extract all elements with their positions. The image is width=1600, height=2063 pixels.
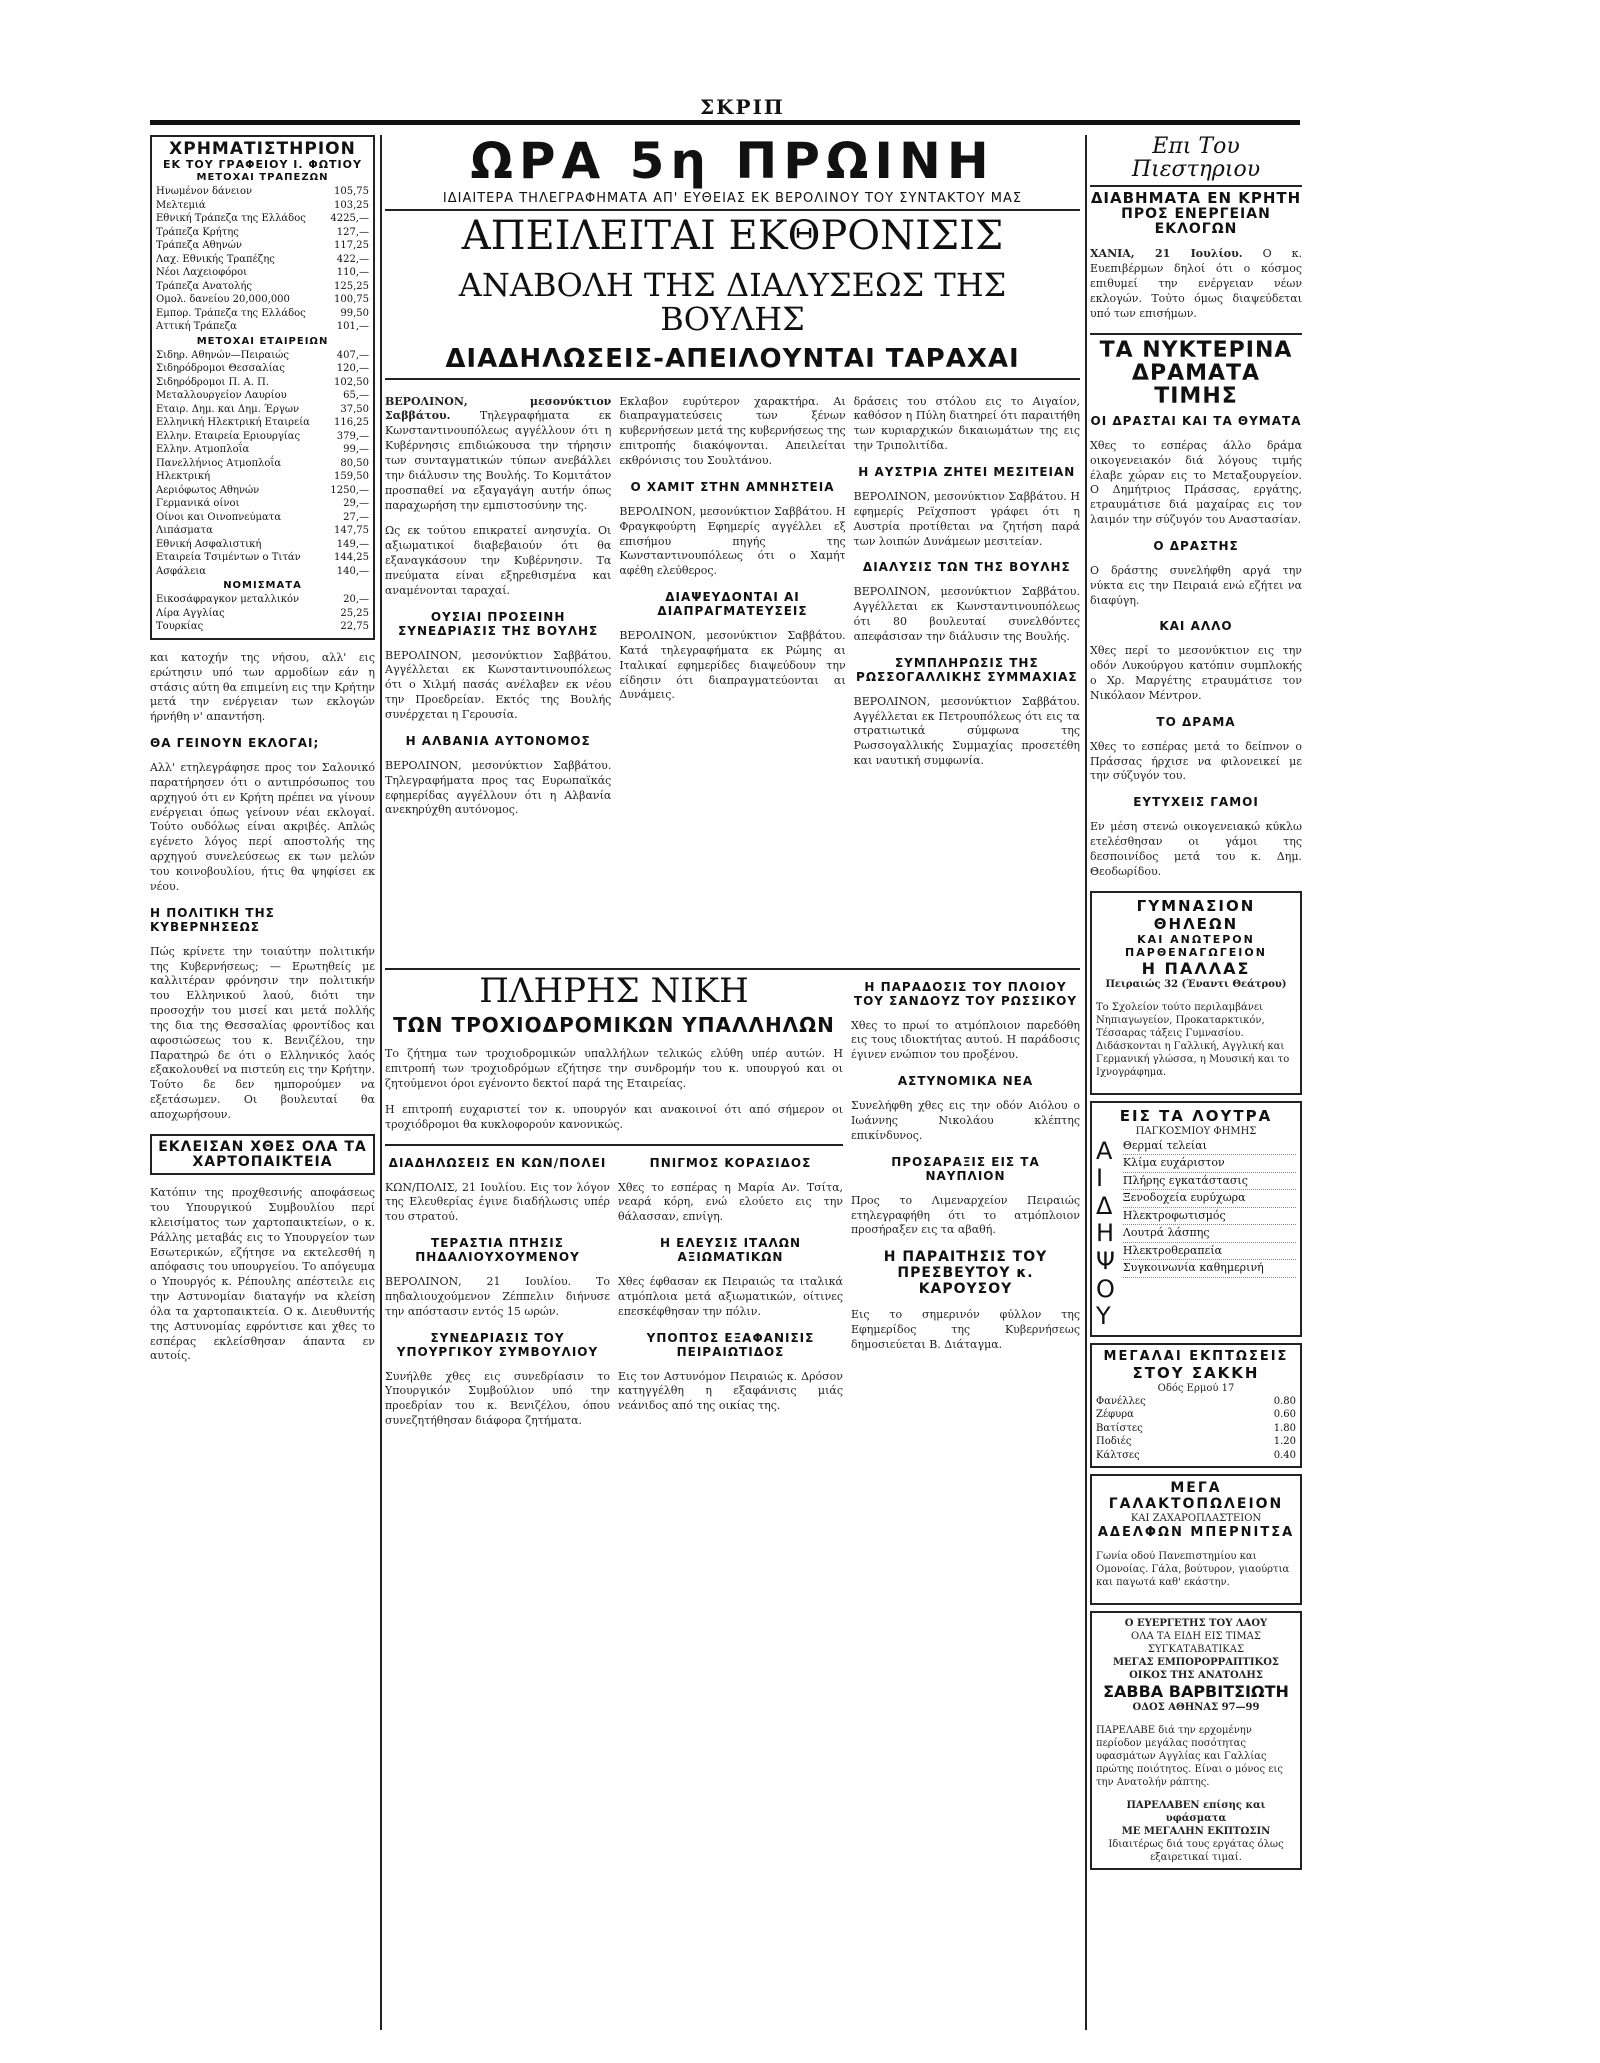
- bourse-company-rows: [156, 349, 369, 579]
- bourse-row-label: Τράπεζα Ανατολής: [156, 280, 252, 292]
- article-heading: ΔΙΑΛΥΣΙΣ ΤΩΝ ΤΗΣ ΒΟΥΛΗΣ: [862, 560, 1071, 575]
- bourse-row: [156, 212, 369, 226]
- tailor-ad-name: ΣΑΒΒΑ ΒΑΡΒΙΤΣΙΩΤΗ: [1103, 1682, 1289, 1702]
- center-column: [385, 135, 1080, 2030]
- article-text: ΒΕΡΟΛΙΝΟΝ, 21 Ιουλίου. Το πηδαλιουχούμενον Ζέππελιν διήνυσε την απόστασιν εντός 15 ωρών.: [385, 1275, 610, 1318]
- bourse-row-value: 4225,—: [330, 213, 369, 225]
- bourse-row-label: Λαχ. Εθνικής Τραπέζης: [156, 253, 275, 265]
- bourse-row-label: Τουρκίας: [156, 621, 204, 633]
- bourse-row: [156, 511, 369, 525]
- headline-elections: ΠΡΟΣ ΕΝΕΡΓΕΙΑΝ ΕΚΛΟΓΩΝ: [1121, 205, 1271, 237]
- article-text: και κατοχήν της νήσου, αλλ' εις ερώτησιν υπό των αρμοδίων εάν η στάσις αύτη θα επιμείνη εις την Κρήτην μετά την ενέργειαν των εκλογών ήρνήθη ν' απαντήση.: [150, 650, 375, 724]
- telegram-column-2: [619, 384, 845, 964]
- bourse-row: [156, 484, 369, 498]
- tailor-ad-note-2: ΠΑΡΕΛΑΒΕΝ επίσης και υφάσματα: [1126, 1800, 1266, 1825]
- baths-letter: Ψ: [1096, 1247, 1115, 1276]
- headline-honor-dramas: ΔΡΑΜΑΤΑ ΤΙΜΗΣ: [1131, 360, 1261, 409]
- bourse-row: [156, 293, 369, 307]
- bourse-row-label: Σιδηρόδρομοι Π. Α. Π.: [156, 376, 269, 388]
- bourse-row-value: 22,75: [340, 621, 369, 633]
- dateline: ΧΑΝΙΑ, 21 Ιουλίου.: [1090, 247, 1243, 261]
- article-text: Χθες το εσπέρας η Μαρία Αν. Τσίτα, νεαρά κόρη, ενώ ελούετο εις την θάλασσαν, επνίγη.: [618, 1180, 843, 1224]
- bourse-row-label: Αττική Τράπεζα: [156, 321, 237, 333]
- bourse-row-value: 422,—: [336, 253, 369, 265]
- bourse-box: [150, 135, 375, 640]
- column-rule-2: [1085, 135, 1087, 2030]
- article-text: ΒΕΡΟΛΙΝΟΝ, μεσονύκτιον Σαββάτου. Αγγέλλεται εκ Κωνσταντινουπόλεως ότι 80 βουλευταί συνελθόντες απεφάσισαν την διάλυσιν της Βουλής.: [853, 585, 1080, 643]
- bourse-row: [156, 376, 369, 390]
- casino-closure-title: ΕΚΛΕΙΣΑΝ ΧΘΕΣ ΟΛΑ ΤΑ ΧΑΡΤΟΠΑΙΚΤΕΙΑ: [158, 1138, 367, 1170]
- bourse-row: [156, 430, 369, 444]
- article-heading: ΘΑ ΓΕΙΝΟΥΝ ΕΚΛΟΓΑΙ;: [150, 736, 320, 751]
- tailor-ad-footer: Ιδιαιτέρως διά τους εργάτας όλως εξαιρετικαί τιμαί.: [1108, 1839, 1284, 1864]
- bourse-row-value: 20,—: [343, 594, 369, 606]
- bourse-row: [156, 320, 369, 334]
- bourse-row: [156, 307, 369, 321]
- article-heading: Η ΠΑΡΑΔΟΣΙΣ ΤΟΥ ΠΛΟΙΟΥ ΤΟΥ ΣΑΝΔΟΥΖ ΤΟΥ ΡΩΣΣΙΚΟΥ: [853, 979, 1078, 1008]
- bourse-row: [156, 362, 369, 376]
- bourse-row: [156, 457, 369, 471]
- article-text: Προς το Λιμεναρχείον Πειραιώς ετηλεγραφήθη ότι το ατμόπλοιον προσήραξεν εις τα αβαθή.: [851, 1193, 1080, 1237]
- bourse-row-label: Γερμανικά οίνοι: [156, 498, 240, 510]
- article-text: ΚΩΝ/ΠΟΛΙΣ, 21 Ιουλίου. Εις τον λόγον της Ελευθερίας έγινε διαδήλωσις υπέρ του στρατού.: [385, 1180, 610, 1224]
- article-heading: ΔΙΑΔΗΛΩΣΕΙΣ ΕΝ ΚΩΝ/ΠΟΛΕΙ: [388, 1155, 607, 1170]
- article-heading: ΥΠΟΠΤΟΣ ΕΞΑΦΑΝΙΣΙΣ ΠΕΙΡΑΙΩΤΙΔΟΣ: [646, 1330, 815, 1359]
- bourse-title: ΧΡΗΜΑΤΙΣΤΗΡΙΟΝ: [169, 139, 356, 159]
- sale-row: [1096, 1395, 1296, 1409]
- bourse-row: [156, 607, 369, 621]
- divider: [385, 378, 1080, 380]
- sale-row: [1096, 1422, 1296, 1436]
- sale-ad-title: ΜΕΓΑΛΑΙ ΕΚΠΤΩΣΕΙΣ: [1103, 1348, 1289, 1364]
- article-text: Ο δράστης συνελήφθη αργά την νύκτα εις την Πειραιά ενώ εζήτει να διαφύγη.: [1090, 563, 1302, 607]
- bourse-row-value: 110,—: [336, 267, 369, 279]
- bourse-row-label: Εθνική Τράπεζα της Ελλάδος: [156, 213, 306, 225]
- tailor-ad: [1090, 1611, 1302, 1870]
- article-heading: ΕΥΤΥΧΕΙΣ ΓΑΜΟΙ: [1133, 795, 1259, 810]
- baths-feature: Λουτρά λάσπης: [1123, 1225, 1296, 1243]
- sale-row-value: 1.20: [1273, 1436, 1296, 1448]
- sale-ad-address: Οδός Ερμού 17: [1157, 1382, 1235, 1394]
- article-text: Συνελήφθη χθες εις την οδόν Αιόλου ο Ιωάννης Νικολάου κλέπτης επικίνδυνος.: [851, 1099, 1080, 1142]
- sale-ad-prices: [1096, 1395, 1296, 1463]
- baths-ad-body: [1096, 1138, 1296, 1331]
- lower-right-block: [851, 974, 1080, 1440]
- sale-row-value: 0.80: [1273, 1395, 1296, 1407]
- article-text: Κατόπιν της προχθεσινής αποφάσεως του Υπουργικού Συμβουλίου περί κλεισίματος των χαρτοπαικτείων, ο κ. Ράλλης μεταβάς εις το Υπουργείον των Εσωτερικών, εζήτησε να εκτελεσθή η απόφασις του υπουργείου. Το απόγευμα ο Υπουργός κ. Ρέπουλης απέστειλε εις την Αστυνομίαν διαταγήν να κλείση όλα τα χαρτοπαικτεία. Ο κ. Διευθυντής της Αστυνομίας εφρόντισε και χθες το εσπέρας εκλείσθησαν άπαντα εν αυτοίς.: [150, 1186, 375, 1363]
- dairy-ad: [1090, 1474, 1302, 1605]
- dateline: ΒΕΡΟΛΙΝΟΝ, μεσονύκτιον Σαββάτου.: [385, 394, 612, 423]
- bourse-row-value: 105,75: [334, 186, 369, 198]
- article-heading: ΣΥΜΠΛΗΡΩΣΙΣ ΤΗΣ ΡΩΣΣΟΓΑΛΛΙΚΗΣ ΣΥΜΜΑΧΙΑΣ: [856, 655, 1078, 684]
- bourse-row-label: Ηνωμένον δάνειον: [156, 186, 253, 198]
- baths-letter: Α: [1096, 1136, 1113, 1165]
- bourse-row-value: 1250,—: [330, 484, 369, 496]
- bourse-row: [156, 524, 369, 538]
- article-text: ΒΕΡΟΛΙΝΟΝ, μεσονύκτιον Σαββάτου. Η εφημερίς Ρεϊχσποστ γράφει ότι η Αυστρία προτίθεται να ζητήση παρά των λοιπών Δυνάμεων μεσιτείαν.: [853, 490, 1080, 548]
- article-heading: ΔΙΑΨΕΥΔΟΝΤΑΙ ΑΙ ΔΙΑΠΡΑΓΜΑΤΕΥΣΕΙΣ: [657, 590, 808, 619]
- baths-ad-subtitle: ΠΑΓΚΟΣΜΙΟΥ ΦΗΜΗΣ: [1135, 1125, 1257, 1137]
- divider: [385, 968, 1080, 970]
- baths-feature: Ξενοδοχεία ευρύχωρα: [1123, 1190, 1296, 1208]
- bourse-row-value: 149,—: [336, 538, 369, 550]
- bourse-row-value: 80,50: [340, 457, 369, 469]
- bourse-row: [156, 538, 369, 552]
- article-text: ΒΕΡΟΛΙΝΟΝ, μεσονύκτιον Σαββάτου. Η Φραγκφούρτη Εφημερίς αγγέλλει εξ επισήμου πηγής της Κωνσταντινουπόλεως ότι ο Χαμήτ αφέθη ελεύθερος.: [619, 504, 846, 578]
- headline-demonstrations: ΔΙΑΔΗΛΩΣΕΙΣ-ΑΠΕΙΛΟΥΝΤΑΙ ΤΑΡΑΧΑΙ: [445, 344, 1020, 375]
- lower-left-block: [385, 970, 843, 1440]
- sale-row: [1096, 1435, 1296, 1449]
- bourse-row-label: Αεριόφωτος Αθηνών: [156, 484, 260, 496]
- article-text: ΒΕΡΟΛΙΝΟΝ, μεσονύκτιον Σαββάτου. Αγγέλλεται εκ Πετρουπόλεως ότι εις τα στρατιωτικά σύμφωνα της Ρωσσογαλλικής Συμμαχίας προσετέθη και ναυτική συμφωνία.: [853, 694, 1080, 768]
- divider: [1090, 185, 1302, 187]
- bourse-subtitle: ΕΚ ΤΟΥ ΓΡΑΦΕΙΟΥ Ι. ΦΩΤΙΟΥ: [163, 157, 362, 171]
- bourse-row-value: 379,—: [336, 430, 369, 442]
- bourse-row: [156, 266, 369, 280]
- sale-row-label: Φανέλλες: [1096, 1395, 1146, 1407]
- article-heading: ΠΡΟΣΑΡΑΞΙΣ ΕΙΣ ΤΑ ΝΑΥΠΛΙΟΝ: [891, 1154, 1040, 1183]
- article-heading: ΟΥΣΙΑΙ ΠΡΟΣΕΙΝΗ ΣΥΝΕΔΡΙΑΣΙΣ ΤΗΣ ΒΟΥΛΗΣ: [398, 609, 599, 638]
- bourse-row: [156, 199, 369, 213]
- headline-crete: ΔΙΑΒΗΜΑΤΑ ΕΝ ΚΡΗΤΗ: [1090, 189, 1302, 208]
- dairy-ad-subtitle: ΚΑΙ ΖΑΧΑΡΟΠΛΑΣΤΕΙΟΝ: [1130, 1513, 1262, 1525]
- lower-subcolumn-2: [618, 1150, 843, 1440]
- article-heading: Η ΠΑΡΑΙΤΗΣΙΣ ΤΟΥ ΠΡΕΣΒΕΥΤΟΥ κ. ΚΑΡΟΥΣΟΥ: [883, 1249, 1048, 1298]
- article-text: Ως εκ τούτου επικρατεί ανησυχία. Οι αξιωματικοί διαβεβαιούν ότι θα εξαναγκάσουν την Κυβέρνησιν. Τα πνεύματα είναι εξηρεθισμένα και αναμένονται ταραχαί.: [385, 524, 612, 597]
- bourse-row-label: Σιδηρόδρομοι Θεσσαλίας: [156, 363, 285, 375]
- bourse-row-value: 100,75: [334, 294, 369, 306]
- article-heading: Η ΑΛΒΑΝΙΑ ΑΥΤΟΝΟΜΟΣ: [405, 733, 591, 748]
- baths-feature: Πλήρης εγκατάστασις: [1123, 1173, 1296, 1191]
- tailor-ad-discount: ΜΕ ΜΕΓΑΛΗΝ ΕΚΠΤΩΣΙΝ: [1121, 1826, 1271, 1838]
- baths-feature: Ηλεκτροφωτισμός: [1123, 1208, 1296, 1226]
- article-text: Χθες περί το μεσονύκτιον εις την οδόν Λυκούργου κατόπιν συμπλοκής ο Χρ. Μαργέτης ετραυμάτισε τον Νικόλαον Μέντρον.: [1090, 644, 1302, 702]
- baths-letter: Η: [1096, 1219, 1115, 1248]
- baths-ad: [1090, 1101, 1302, 1337]
- baths-feature: Κλίμα ευχάριστον: [1123, 1155, 1296, 1173]
- headline-dethronement: ΑΠΕΙΛΕΙΤΑΙ ΕΚΘΡΟΝΙΣΙΣ: [461, 213, 1004, 260]
- school-ad-subtitle: ΚΑΙ ΑΝΩΤΕΡΟΝ ΠΑΡΘΕΝΑΓΩΓΕΙΟΝ: [1125, 932, 1267, 959]
- school-ad-text: Το Σχολείον τούτο περιλαμβάνει Νηπιαγωγείον, Προκαταρκτικόν, Τέσσαρας τάξεις Γυμνασίου. Διδάσκονται η Γαλλική, Αγγλική και Γερμανική γλώσσα, η Μουσική και το Ιχνογράφημα.: [1096, 1001, 1290, 1078]
- article-text: Εις τον Αστυνόμον Πειραιώς κ. Δρόσον κατηγγέλθη η εξαφάνισις μιάς νεάνιδος από της οικίας της.: [618, 1369, 843, 1413]
- sale-row-label: Ποδιές: [1096, 1436, 1132, 1448]
- left-column: [150, 135, 375, 2030]
- bourse-row-label: Εικοσάφραγκον μεταλλικόν: [156, 594, 300, 606]
- bourse-row-label: Οίνοι και Οινοπνεύματα: [156, 511, 282, 523]
- bourse-row-value: 65,—: [343, 390, 369, 402]
- baths-letter: Δ: [1096, 1191, 1113, 1220]
- baths-letter: Ο: [1096, 1274, 1115, 1303]
- bourse-row-label: Μελτεμιά: [156, 199, 206, 211]
- article-text: ΒΕΡΟΛΙΝΟΝ, μεσονύκτιον Σαββάτου. Κατά τηλεγραφήματα εκ Ρώμης αι Ιταλικαί εφημερίδες διαψεύδουν την είδησιν ότι διαπραγματεύονται αι Δυνάμεις.: [619, 629, 846, 702]
- bourse-row: [156, 470, 369, 484]
- article-text: ΒΕΡΟΛΙΝΟΝ, μεσονύκτιον Σαββάτου. Αγγέλλεται εκ Κωνσταντινουπόλεως ότι ο Χιλμή πασάς ανέλαβεν εκ νέου την Προεδρείαν. Εκτός της Βουλής συνέρχεται η Γερουσία.: [385, 648, 612, 721]
- article-text: Το ζήτημα των τροχιοδρομικών υπαλλήλων τελικώς ελύθη υπέρ αυτών. Η επιτροπή των τροχιοδρόμων εζήτησε την συνδρομήν του κ. υπουργού και οι ζητούμενοι όροι εγένοντο δεκτοί παρά της Εταιρείας.: [385, 1047, 843, 1090]
- bourse-row: [156, 389, 369, 403]
- sale-row-label: Κάλτσες: [1096, 1449, 1140, 1461]
- bourse-row-value: 101,—: [336, 321, 369, 333]
- sale-row-value: 0.40: [1273, 1449, 1296, 1461]
- lower-subcolumn-1: [385, 1150, 610, 1440]
- bourse-row-value: 29,—: [343, 498, 369, 510]
- bourse-row-value: 127,—: [336, 226, 369, 238]
- article-heading: ΤΟ ΔΡΑΜΑ: [1156, 714, 1236, 729]
- article-text: Εις το σημερινόν φύλλον της Εφημερίδος της Κυβερνήσεως δημοσιεύεται Β. Διάταγμα.: [851, 1308, 1080, 1351]
- baths-feature: Θερμαί τελείαι: [1123, 1138, 1296, 1156]
- bourse-row: [156, 565, 369, 579]
- article-text: Εν μέση στενώ οικογενειακώ κύκλω ετελέσθησαν οι γάμοι της δεσποινίδος μετά του κ. Δημ. Θεοδωρίδου.: [1090, 820, 1302, 878]
- bourse-row: [156, 239, 369, 253]
- bourse-row-label: Εμπορ. Τράπεζα της Ελλάδος: [156, 307, 306, 319]
- bourse-row-label: Εθνική Ασφαλιστική: [156, 538, 262, 550]
- bourse-section-companies: ΜΕΤΟΧΑΙ ΕΤΑΙΡΕΙΩΝ: [196, 335, 329, 347]
- bourse-row: [156, 253, 369, 267]
- article-heading: ΑΣΤΥΝΟΜΙΚΑ ΝΕΑ: [897, 1074, 1034, 1089]
- bourse-row-label: Λιπάσματα: [156, 525, 213, 537]
- article-heading: ΠΝΙΓΜΟΣ ΚΟΡΑΣΙΔΟΣ: [649, 1155, 812, 1170]
- bourse-row-label: Μεταλλουργείον Λαυρίου: [156, 390, 287, 402]
- tailor-ad-subtitle: ΜΕΓΑΣ ΕΜΠΟΡΟΡΡΑΠΤΙΚΟΣ ΟΙΚΟΣ ΤΗΣ ΑΝΑΤΟΛΗΣ: [1112, 1657, 1279, 1682]
- article-text: Χθες το πρωί το ατμόπλοιον παρεδόθη εις τους ιδιοκτήτας αυτού. Η παράδοσις έγινεν ενώπιον του προξένου.: [851, 1018, 1080, 1062]
- bourse-row-label: Εταιρ. Δημ. και Δημ. Έργων: [156, 403, 300, 415]
- telegram-column-3: [854, 384, 1080, 964]
- sale-row-label: Βατίστες: [1096, 1422, 1143, 1434]
- article-heading: Η ΠΟΛΙΤΙΚΗ ΤΗΣ ΚΥΒΕΡΝΗΣΕΩΣ: [150, 905, 275, 934]
- telegram-column-1: [385, 384, 611, 964]
- article-text: Συνήλθε χθες εις συνεδρίασιν το Υπουργικόν Συμβούλιον υπό την προεδρίαν του κ. Βενιζέλου, όπου συνεζητήθησαν διάφορα ζητήματα.: [385, 1369, 610, 1428]
- bourse-row-label: Ασφάλεια: [156, 565, 206, 577]
- dairy-ad-text: Γωνία οδού Πανεπιστημίου και Ομονοίας. Γάλα, βούτυρον, γιαούρτια και παγωτά καθ' εκάστην.: [1096, 1551, 1290, 1589]
- bourse-row: [156, 443, 369, 457]
- bourse-row-label: Ελλην. Εταιρεία Εριουργίας: [156, 430, 301, 442]
- bourse-row-value: 99,50: [340, 307, 369, 319]
- article-heading: Ο ΔΡΑΣΤΗΣ: [1153, 538, 1239, 553]
- school-ad: [1090, 891, 1302, 1095]
- article-text: Ο κ. Ευεπιβέρμων δηλοί ότι ο κόσμος επιθυμεί την ενέργειαν νέων εκλογών. Τούτο όμως διαψεύδεται υπό των επισήμων.: [1090, 247, 1302, 320]
- bourse-row: [156, 593, 369, 607]
- bourse-row-value: 120,—: [336, 363, 369, 375]
- school-ad-title: ΓΥΜΝΑΣΙΟΝ ΘΗΛΕΩΝ: [1136, 896, 1256, 933]
- article-text: ΒΕΡΟΛΙΝΟΝ, μεσονύκτιον Σαββάτου. Τηλεγραφήματα προς τας Ευρωπαϊκάς εφημερίδας αγγέλλουν ότι η Αλβανία ανεκηρύχθη αυτόνομος.: [385, 758, 612, 817]
- bourse-row-value: 147,75: [334, 525, 369, 537]
- sale-ad-shop: ΣΤΟΥ ΣΑΚΚΗ: [1132, 1363, 1260, 1382]
- bourse-row-label: Τράπεζα Αθηνών: [156, 240, 242, 252]
- bourse-row-value: 407,—: [336, 349, 369, 361]
- article-text: Χθες το εσπέρας μετά το δείπνον ο Πράσσας ήρχισε να φιλονεικεί με την σύζυγόν του.: [1090, 739, 1302, 783]
- lower-subcolumns: [385, 1150, 843, 1440]
- bourse-currency-rows: [156, 593, 369, 634]
- masthead-rule: [150, 120, 1300, 125]
- bourse-row-value: 159,50: [334, 471, 369, 483]
- bourse-row-value: 140,—: [336, 565, 369, 577]
- article-heading: ΟΙ ΔΡΑΣΤΑΙ ΚΑΙ ΤΑ ΘΥΜΑΤΑ: [1090, 413, 1302, 428]
- bourse-row-label: Ελληνική Ηλεκτρική Εταιρεία: [156, 417, 310, 429]
- tailor-ad-note: ΟΛΑ ΤΑ ΕΙΔΗ ΕΙΣ ΤΙΜΑΣ ΣΥΓΚΑΤΑΒΑΤΙΚΑΣ: [1131, 1631, 1261, 1656]
- bourse-row-label: Πανελλήνιος Ατμοπλοΐα: [156, 457, 282, 469]
- bourse-row: [156, 403, 369, 417]
- divider: [385, 1144, 843, 1146]
- newspaper-page: [140, 80, 1310, 2040]
- baths-letter: Ι: [1096, 1164, 1104, 1193]
- main-title: ΩΡΑ 5η ΠΡΩΙΝΗ: [470, 135, 995, 190]
- article-text: Τηλεγραφήματα εκ Κωνσταντινουπόλεως αγγέλλουν ότι η Κυβέρνησις επιδιώκουσα την τήρησιν των συνταγματικών τύπων ανεβάλλει την διάλυσιν της Βουλής. Το Κομιτάτον προσπαθεί να εξαγαγάγη αυτήν όπως παραχωρήση την εμπιστοσύνην της.: [385, 409, 612, 512]
- main-subtitle: ΙΔΙΑΙΤΕΡΑ ΤΗΛΕΓΡΑΦΗΜΑΤΑ ΑΠ' ΕΥΘΕΙΑΣ ΕΚ ΒΕΡΟΛΙΝΟΥ ΤΟΥ ΣΥΝΤΑΚΤΟΥ ΜΑΣ: [442, 190, 1023, 206]
- tailor-ad-text: ΠΑΡΕΛΑΒΕ διά την ερχομένην περίοδον μεγάλας ποσότητας υφασμάτων Αγγλίας και Γαλλίας πρώτης ποιότητος. Είναι ο μόνος εις την Ανατολήν ράπτης.: [1096, 1725, 1283, 1789]
- dairy-ad-title: ΜΕΓΑ ΓΑΛΑΚΤΟΠΩΛΕΙΟΝ: [1108, 1480, 1284, 1513]
- bourse-row-label: Ομολ. δανείου 20,000,000: [156, 294, 290, 306]
- bourse-section-currencies: ΝΟΜΙΣΜΑΤΑ: [223, 580, 302, 592]
- baths-letter: Υ: [1096, 1302, 1111, 1331]
- bourse-row-value: 103,25: [334, 199, 369, 211]
- bourse-row-label: Νέοι Λαχειοφόροι: [156, 267, 248, 279]
- sale-row-label: Ζέφυρα: [1096, 1409, 1134, 1421]
- headline-night-dramas: ΤΑ ΝΥΚΤΕΡΙΝΑ: [1099, 337, 1293, 363]
- bourse-row: [156, 226, 369, 240]
- bourse-row-value: 116,25: [334, 417, 369, 429]
- bourse-row: [156, 551, 369, 565]
- divider: [385, 209, 1080, 211]
- tailor-ad-address: ΟΔΟΣ ΑΘΗΝΑΣ 97—99: [1132, 1702, 1260, 1714]
- bourse-row-label: Σιδηρ. Αθηνών—Πειραιώς: [156, 349, 289, 361]
- baths-ad-features: [1123, 1138, 1296, 1331]
- bourse-row-label: Ηλεκτρική: [156, 471, 211, 483]
- tailor-ad-tagline: Ο ΕΥΕΡΓΕΤΗΣ ΤΟΥ ΛΑΟΥ: [1124, 1618, 1268, 1630]
- headline-dissolution: ΑΝΑΒΟΛΗ ΤΗΣ ΔΙΑΛΥΣΕΩΣ ΤΗΣ ΒΟΥΛΗΣ: [458, 266, 1007, 338]
- sale-row: [1096, 1449, 1296, 1463]
- article-heading: Η ΑΥΣΤΡΙΑ ΖΗΤΕΙ ΜΕΣΙΤΕΙΑΝ: [858, 465, 1076, 479]
- column-rule-1: [380, 135, 382, 2030]
- bourse-row: [156, 620, 369, 634]
- bourse-section-banks: ΜΕΤΟΧΑΙ ΤΡΑΠΕΖΩΝ: [196, 172, 329, 184]
- bourse-row-value: 125,25: [334, 280, 369, 292]
- sale-row-value: 1.80: [1273, 1422, 1296, 1434]
- press-masthead: Επι Του Πιεστηριου: [1131, 135, 1261, 183]
- article-heading: Η ΕΛΕΥΣΙΣ ΙΤΑΛΩΝ ΑΞΙΩΜΑΤΙΚΩΝ: [659, 1236, 802, 1265]
- bourse-row: [156, 416, 369, 430]
- school-ad-address: Πειραιώς 32 (Έναντι Θεάτρου): [1105, 978, 1287, 990]
- article-text: Η επιτροπή ευχαριστεί τον κ. υπουργόν και ανακοινοί ότι από σήμερον οι τροχιόδρομοι θα κυκλοφορούν κανονικώς.: [385, 1102, 843, 1131]
- article-heading: ΚΑΙ ΑΛΛΟ: [1159, 619, 1233, 634]
- bourse-row-value: 144,25: [334, 552, 369, 564]
- sale-ad: [1090, 1343, 1302, 1469]
- lower-columns: [385, 970, 1080, 1440]
- bourse-row: [156, 497, 369, 511]
- article-text: Εκλαβον ευρύτερον χαρακτήρα. Αι διαπραγματεύσεις των ξένων κυβερνήσεων μετά της κυβερνήσεως της επιτροπής διακόψονται. Απειλείται εκθρόνισις του Σουλτάνου.: [619, 394, 846, 467]
- bourse-row: [156, 280, 369, 294]
- sale-row-value: 0.60: [1273, 1409, 1296, 1421]
- article-text: Χθες έφθασαν εκ Πειραιώς τα ιταλικά ατμόπλοια μετά αξιωματικών, οίτινες επεσκέφθησαν την πόλιν.: [618, 1275, 843, 1318]
- bourse-row: [156, 349, 369, 363]
- headline-tram-workers: ΤΩΝ ΤΡΟΧΙΟΔΡΟΜΙΚΩΝ ΥΠΑΛΛΗΛΩΝ: [393, 1013, 835, 1038]
- baths-feature: Συγκοινωνία καθημερινή: [1123, 1260, 1296, 1278]
- divider: [1090, 333, 1302, 335]
- bourse-row-label: Λίρα Αγγλίας: [156, 607, 225, 619]
- bourse-bank-rows: [156, 185, 369, 334]
- baths-feature: Ηλεκτροθεραπεία: [1123, 1243, 1296, 1261]
- article-heading: ΣΥΝΕΔΡΙΑΣΙΣ ΤΟΥ ΥΠΟΥΡΓΙΚΟΥ ΣΥΜΒΟΥΛΙΟΥ: [396, 1330, 599, 1359]
- bourse-row-label: Ελλην. Ατμοπλοΐα: [156, 444, 250, 456]
- baths-ad-title: ΕΙΣ ΤΑ ΛΟΥΤΡΑ: [1119, 1106, 1273, 1125]
- bourse-row-label: Εταιρεία Τσιμέντων ο Τιτάν: [156, 552, 301, 564]
- bourse-row-value: 102,50: [334, 376, 369, 388]
- bourse-row: [156, 185, 369, 199]
- telegram-columns: [385, 384, 1080, 964]
- right-column: [1090, 135, 1302, 2030]
- bourse-row-value: 99,—: [343, 444, 369, 456]
- bourse-row-value: 25,25: [340, 607, 369, 619]
- bourse-row-value: 27,—: [343, 511, 369, 523]
- article-text: Αλλ' ετηλεγράφησε προς τον Σαλονικό παρατήρησεν ότι ο αντιπρόσωπος του αρχηγού ότι εν Κρήτη πρέπει να γίνουν ενέργειαι όπως γείνουν νέαι εκλογαί. Τούτο ουδόλως είναι ακριβές. Απλώς εγένετο λόγος περί αποστολής της αρχηγού συνελεύσεως εκ των μελών του κοινοβουλίου, ήτις θα ψηφίσει εκ νέου.: [150, 761, 375, 893]
- headline-victory: ΠΛΗΡΗΣ ΝΙΚΗ: [479, 970, 749, 1011]
- casino-closure-box: [150, 1134, 375, 1175]
- school-ad-name: Η ΠΑΛΛΑΣ: [1141, 958, 1251, 978]
- bourse-row-value: 117,25: [334, 240, 369, 252]
- sale-row: [1096, 1408, 1296, 1422]
- article-text: δράσεις του στόλου εις το Αιγαίον, καθόσον η Πύλη διατηρεί ότι παραιτήθη των κυριαρχικών δικαιωμάτων της εις την Τριπολιτίδα.: [853, 394, 1080, 453]
- article-text: Χθες το εσπέρας άλλο δράμα οικογενειακόν διά λόγους τιμής έλαβε χώραν εις το Μεταξουργείον. Ο Δημήτριος Πράσσας, εργάτης, ετραυμάτισε διά μαχαίρας εις τον λαιμόν την σύζυγόν του Αναστασίαν.: [1090, 438, 1302, 527]
- dairy-ad-owner: ΑΔΕΛΦΩΝ ΜΠΕΡΝΙΤΣΑ: [1097, 1525, 1295, 1541]
- bourse-row-label: Τράπεζα Κρήτης: [156, 226, 239, 238]
- newspaper-masthead: ΣΚΡΙΠ: [700, 95, 785, 119]
- article-heading: Ο ΧΑΜΙΤ ΣΤΗΝ ΑΜΝΗΣΤΕΙΑ: [630, 479, 835, 494]
- bourse-row-value: 37,50: [340, 403, 369, 415]
- article-text: Πώς κρίνετε την τοιαύτην πολιτικήν της Κυβερνήσεως; — Ερωτηθείς με καλλιτέραν φρόνησιν την πολιτικήν του Ελληνικού λαού, διότι την προσοχήν του μισεί και μετά πολλής της δια της Θεσσαλίας φροντίδος και αφοσιώσεως του κ. Βενιζέλου, την Παρατηρώ δε ότι ο Ελληνικός λαός εξακολουθεί να πιστεύη εις την Κρήτην. Τούτο δε δεν ημπορούμεν να εξετάσωμεν. Οι βουλευταί θα αποχωρήσουν.: [150, 944, 375, 1121]
- baths-ad-vertical-name: [1096, 1138, 1115, 1331]
- article-heading: ΤΕΡΑΣΤΙΑ ΠΤΗΣΙΣ ΠΗΔΑΛΙΟΥΧΟΥΜΕΝΟΥ: [415, 1236, 580, 1265]
